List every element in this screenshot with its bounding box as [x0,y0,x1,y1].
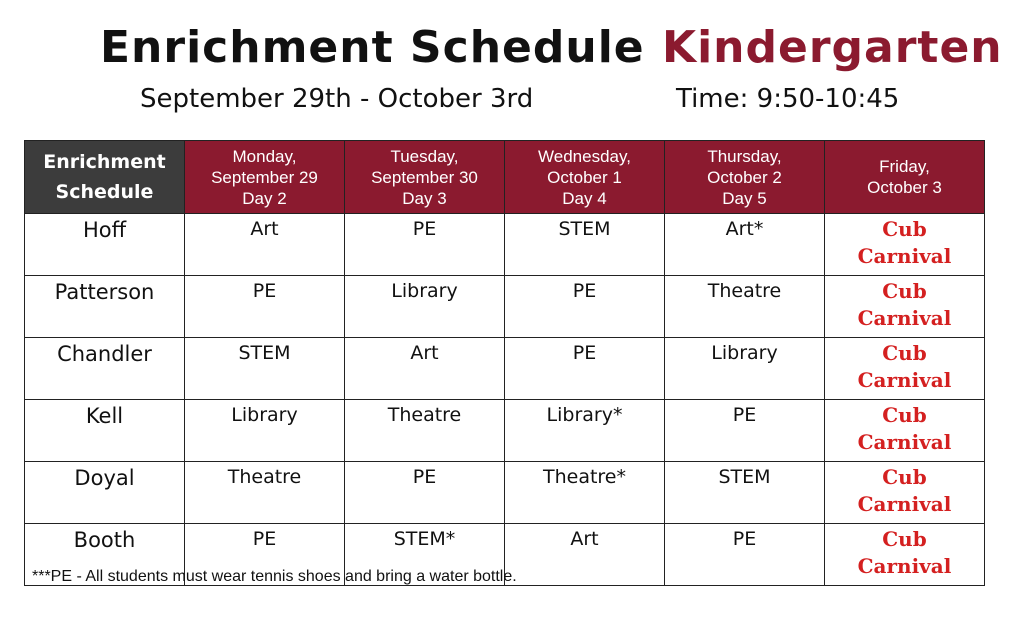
day-name: Thursday, [707,146,782,166]
event-line-1: Cub [882,217,927,241]
corner-header [25,141,185,214]
class-cell: Art [185,214,345,276]
day-number: Day 5 [722,188,767,208]
corner-line-1: Enrichment [43,151,166,173]
title-row [0,22,1024,82]
teacher-name: Booth [25,524,185,586]
day-name: Tuesday, [390,146,459,166]
pe-footnote: ***PE - All students must wear tennis shoes and bring a water bottle. [32,568,517,585]
class-cell: PE [665,400,825,462]
table-row [25,338,985,400]
class-cell: PE [185,276,345,338]
event-line-2: Carnival [857,554,952,578]
class-cell: PE [345,214,505,276]
event-line-1: Cub [882,279,927,303]
teacher-name: Doyal [25,462,185,524]
class-cell: Library [185,400,345,462]
event-line-2: Carnival [857,368,952,392]
day-number: Day 3 [402,188,447,208]
day-date: September 29 [211,167,318,187]
week-dates: September 29th - October 3rd [140,84,534,114]
friday-event-cell [825,338,985,400]
page-title: Enrichment Schedule [100,22,645,73]
table-row [25,462,985,524]
day-name: Wednesday, [538,146,631,166]
class-cell: STEM [185,338,345,400]
day-number: Day 2 [242,188,287,208]
table-row [25,214,985,276]
class-cell: Theatre [185,462,345,524]
class-cell: Theatre [345,400,505,462]
class-cell: STEM* [345,524,505,586]
schedule-table [24,140,985,586]
friday-event-cell [825,462,985,524]
day-name: Friday, [879,157,930,176]
friday-event-cell [825,214,985,276]
class-cell: PE [665,524,825,586]
class-cell: PE [345,462,505,524]
friday-event-cell [825,400,985,462]
teacher-name: Hoff [25,214,185,276]
teacher-name: Patterson [25,276,185,338]
day-header-monday [185,141,345,214]
class-cell: Library [345,276,505,338]
day-date: October 1 [547,167,622,187]
class-cell: Theatre* [505,462,665,524]
day-date: October 2 [707,167,782,187]
class-time: Time: 9:50-10:45 [676,84,900,114]
corner-line-2: Schedule [55,181,154,203]
day-date: September 30 [371,167,478,187]
class-cell: PE [185,524,345,586]
day-name: Monday, [232,146,297,166]
day-number: Day 4 [562,188,607,208]
class-cell: Theatre [665,276,825,338]
class-cell: Library [665,338,825,400]
friday-event-cell [825,524,985,586]
class-cell: PE [505,276,665,338]
day-date: October 3 [867,178,942,197]
class-cell: PE [505,338,665,400]
class-cell: STEM [505,214,665,276]
class-cell: Art [505,524,665,586]
day-header-thursday [665,141,825,214]
event-line-2: Carnival [857,244,952,268]
class-cell: Art [345,338,505,400]
event-line-1: Cub [882,341,927,365]
event-line-2: Carnival [857,306,952,330]
class-cell: Art* [665,214,825,276]
event-line-1: Cub [882,465,927,489]
grade-title: Kindergarten [662,22,1003,73]
day-header-friday [825,141,985,214]
teacher-name: Kell [25,400,185,462]
event-line-2: Carnival [857,492,952,516]
event-line-2: Carnival [857,430,952,454]
teacher-name: Chandler [25,338,185,400]
class-cell: Library* [505,400,665,462]
friday-event-cell [825,276,985,338]
table-row [25,400,985,462]
table-row [25,276,985,338]
class-cell: STEM [665,462,825,524]
event-line-1: Cub [882,527,927,551]
day-header-wednesday [505,141,665,214]
day-header-tuesday [345,141,505,214]
event-line-1: Cub [882,403,927,427]
header-row [25,141,985,214]
